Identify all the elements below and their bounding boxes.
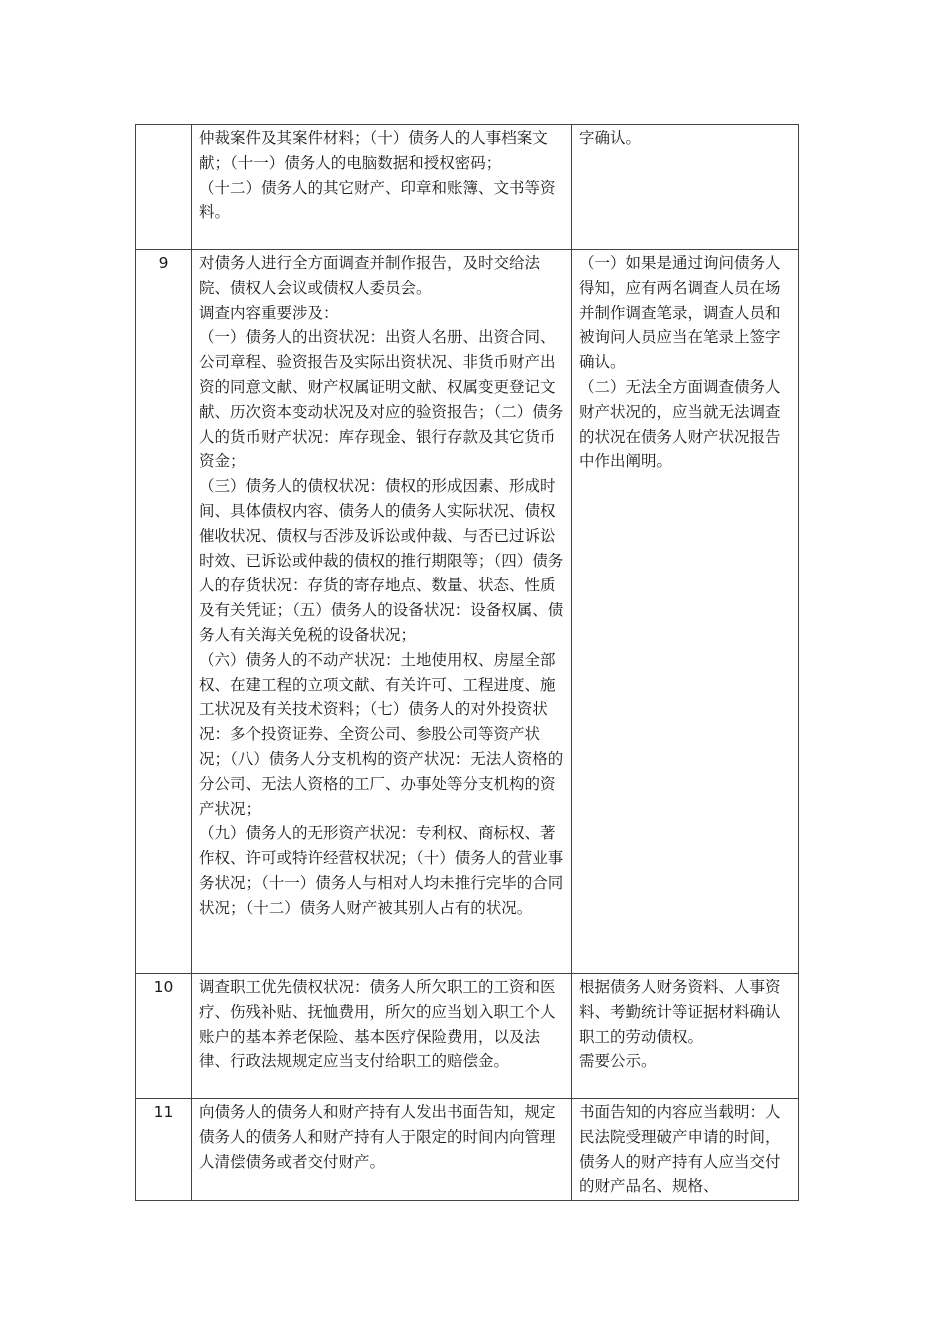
note-paragraph: 字确认。 <box>579 129 642 147</box>
content-paragraph: 调查职工优先债权状况：债务人所欠职工的工资和医疗、伤残补贴、抚恤费用，所欠的应当划入职工个人账户的基本养老保险、基本医疗保险费用，以及法律、行政法规规定应当支付给职工的赔偿金。 <box>199 978 556 1071</box>
row-notes <box>572 250 799 974</box>
content-paragraph: （九）债务人的无形资产状况：专利权、商标权、著作权、许可或特许经营权状况；（十）债务人的营业事务状况；（十一）债务人与相对人均未推行完毕的合同状况；（十二）债务人财产被其别人占有的状况。 <box>199 824 564 917</box>
row-number: 9 <box>136 250 192 974</box>
content-paragraph: 调查内容重要涉及： <box>199 303 339 322</box>
row-notes <box>572 974 799 1099</box>
row-number: 11 <box>136 1099 192 1201</box>
row-notes <box>572 1099 799 1201</box>
note-paragraph: （二）无法全方面调查债务人财产状况的，应当就无法调查的状况在债务人财产状况报告中作出阐明。 <box>579 377 781 471</box>
row-content <box>192 125 572 250</box>
content-paragraph: （三）债务人的债权状况：债权的形成因素、形成时间、具体债权内容、债务人的债务人实际状况、债权催收状况、债权与否涉及诉讼或仲裁、与否已过诉讼时效、已诉讼或仲裁的债权的推行期限等；（四）债务人的存货状况：存货的寄存地点、数量、状态、性质及有关凭证；（五）债务人的设备状况：设备权属、债务人有关海关免税的设备状况； <box>199 477 564 644</box>
note-paragraph: 根据债务人财务资料、人事资料、考勤统计等证据材料确认职工的劳动债权。 <box>579 978 781 1046</box>
content-paragraph: （一）债务人的出资状况：出资人名册、出资合同、公司章程、验资报告及实际出资状况、非货币财产出资的同意文献、财产权属证明文献、权属变更登记文献、历次资本变动状况及对应的验资报告；（二）债务人的货币财产状况：库存现金、银行存款及其它货币资金； <box>199 328 564 471</box>
content-paragraph: 对债务人进行全方面调查并制作报告，及时交给法院、债权人会议或债权人委员会。 <box>199 254 541 297</box>
note-paragraph: 需要公示。 <box>579 1052 657 1071</box>
table-row <box>136 250 799 974</box>
row-content <box>192 250 572 974</box>
content-paragraph: （十二）债务人的其它财产、印章和账簿、文书等资料。 <box>199 178 556 222</box>
note-paragraph: 书面告知的内容应当载明：人民法院受理破产申请的时间，债务人的财产持有人应当交付的财产品名、规格、 <box>579 1103 781 1196</box>
note-paragraph: （一）如果是通过询问债务人得知，应有两名调查人员在场并制作调查笔录，调查人员和被询问人员应当在笔录上签字确认。 <box>579 254 781 372</box>
procedure-table <box>135 124 799 1201</box>
row-notes <box>572 125 799 250</box>
content-paragraph: 仲裁案件及其案件材料；（十）债务人的人事档案文献；（十一）债务人的电脑数据和授权密码； <box>199 129 548 172</box>
table-row <box>136 1099 799 1201</box>
content-paragraph: 向债务人的债务人和财产持有人发出书面告知，规定债务人的债务人和财产持有人于限定的时间内向管理人清偿债务或者交付财产。 <box>199 1103 556 1171</box>
table-row <box>136 974 799 1099</box>
row-content <box>192 1099 572 1201</box>
table-row <box>136 125 799 250</box>
row-number: 10 <box>136 974 192 1099</box>
content-paragraph: （六）债务人的不动产状况：土地使用权、房屋全部权、在建工程的立项文献、有关许可、工程进度、施工状况及有关技术资料；（七）债务人的对外投资状况：多个投资证券、全资公司、参股公司等资产状况；（八）债务人分支机构的资产状况：无法人资格的分公司、无法人资格的工厂、办事处等分支机构的资产状况； <box>199 650 564 818</box>
row-content <box>192 974 572 1099</box>
row-number <box>136 125 192 250</box>
